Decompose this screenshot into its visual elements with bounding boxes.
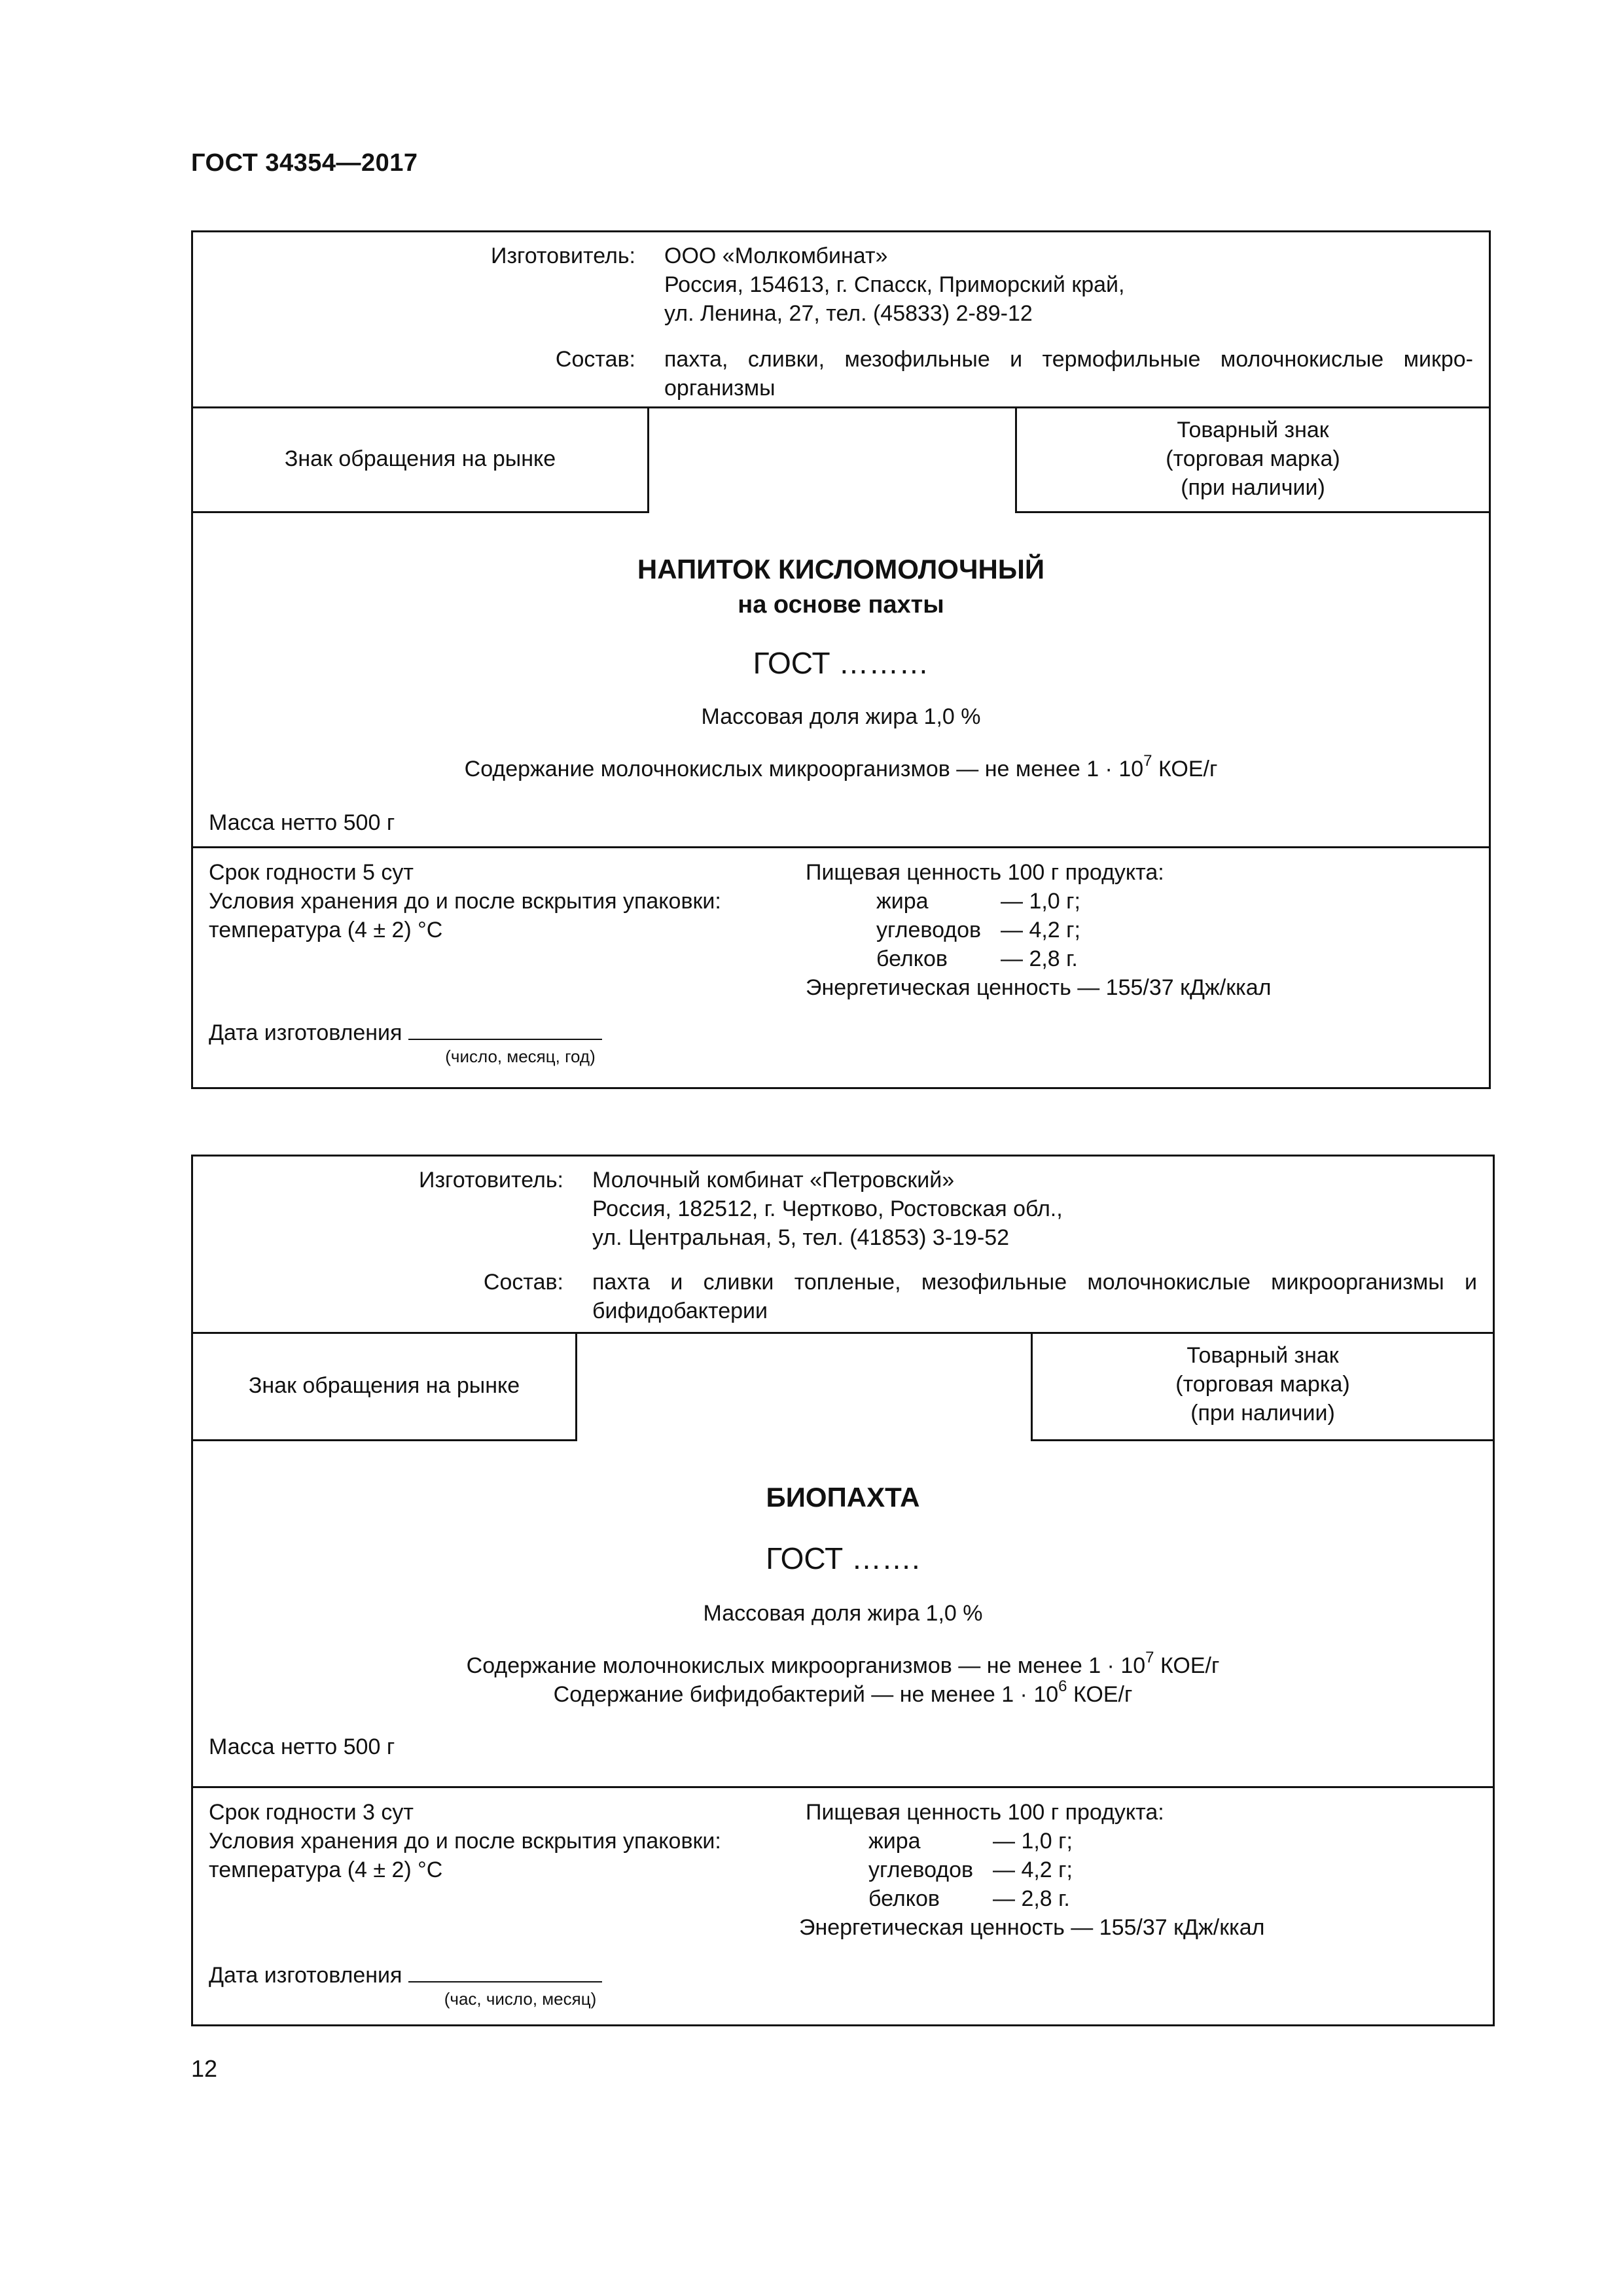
production-date-field bbox=[408, 1016, 602, 1040]
market-sign-cell: Знак обращения на рынке bbox=[248, 1373, 520, 1398]
divider bbox=[193, 406, 1489, 408]
storage-info bbox=[209, 858, 811, 944]
energy-value: Энергетическая ценность — 155/37 кДж/ккал bbox=[806, 975, 1272, 1000]
microorganism-content: Содержание молочнокислых микроорганизмов — не менее $1 \cdot 10^7$ КОЕ/г bbox=[466, 1648, 1220, 1678]
trademark-line: Товарный знак bbox=[1177, 418, 1329, 442]
market-sign-cell: Знак обращения на рынке bbox=[284, 446, 556, 471]
composition-label: Состав: bbox=[555, 347, 635, 372]
trademark-line: (торговая марка) bbox=[1166, 446, 1340, 471]
manufacturer-street: ул. Ленина, 27, тел. (45833) 2-89-12 bbox=[664, 301, 1033, 326]
trademark-cell bbox=[1017, 416, 1489, 502]
nutrition-row: углеводов — 4,2 г; bbox=[876, 918, 1081, 942]
net-mass: Масса нетто 500 г bbox=[209, 810, 395, 835]
manufacturer-info bbox=[664, 242, 1463, 328]
trademark-line: Товарный знак bbox=[1186, 1343, 1339, 1368]
divider bbox=[1031, 1439, 1493, 1441]
composition-text: пахта и сливки топленые, мезофильные молочнокислые микроорганизмы и бифидобактерии bbox=[592, 1270, 1477, 1323]
shelf-life: Срок годности 5 сут bbox=[209, 860, 414, 885]
shelf-life: Срок годности 3 сут bbox=[209, 1800, 414, 1825]
nutrition-info bbox=[806, 858, 1473, 1002]
manufacturer-address: Россия, 154613, г. Спасск, Приморский край, bbox=[664, 272, 1125, 297]
divider bbox=[193, 511, 649, 513]
production-date-label: Дата изготовления bbox=[209, 1020, 402, 1045]
document-code: ГОСТ 34354—2017 bbox=[191, 149, 418, 177]
divider bbox=[1015, 511, 1489, 513]
bifidobacteria-content: Содержание бифидобактерий — не менее $1 \cdot 10^6$ КОЕ/г bbox=[553, 1677, 1133, 1707]
production-date bbox=[209, 1959, 602, 1990]
manufacturer-name: ООО «Молкомбинат» bbox=[664, 243, 888, 268]
divider bbox=[193, 1786, 1493, 1788]
nutrition-row: белков — 2,8 г. bbox=[868, 1886, 1070, 1911]
product-title: БИОПАХТА bbox=[766, 1482, 920, 1513]
nutrition-title: Пищевая ценность 100 г продукта: bbox=[806, 1800, 1164, 1825]
nutrition-info bbox=[799, 1798, 1480, 1942]
manufacturer-label: Изготовитель: bbox=[491, 243, 635, 268]
energy-value: Энергетическая ценность — 155/37 кДж/ккал bbox=[799, 1915, 1265, 1940]
nutrition-title: Пищевая ценность 100 г продукта: bbox=[806, 860, 1164, 885]
divider bbox=[193, 1332, 1493, 1334]
nutrition-row: белков — 2,8 г. bbox=[876, 946, 1078, 971]
storage-temperature: температура (4 ± 2) °С bbox=[209, 918, 443, 942]
production-date bbox=[209, 1016, 602, 1047]
gost-reference: ГОСТ ……… bbox=[753, 646, 929, 680]
manufacturer-name: Молочный комбинат «Петровский» bbox=[592, 1168, 955, 1193]
product-title: НАПИТОК КИСЛОМОЛОЧНЫЙ bbox=[637, 554, 1045, 584]
manufacturer-street: ул. Центральная, 5, тел. (41853) 3-19-52 bbox=[592, 1225, 1010, 1250]
manufacturer-info bbox=[592, 1166, 1469, 1252]
microorganism-content: Содержание молочнокислых микроорганизмов — не менее $1 \cdot 10^7$ КОЕ/г bbox=[464, 751, 1218, 781]
divider bbox=[575, 1332, 577, 1439]
production-date-caption: (число, месяц, год) bbox=[445, 1047, 596, 1066]
page-number: 12 bbox=[191, 2055, 218, 2082]
label-example-1 bbox=[191, 230, 1491, 1089]
divider bbox=[647, 406, 649, 511]
trademark-line: (при наличии) bbox=[1181, 475, 1325, 500]
trademark-cell bbox=[1033, 1341, 1493, 1427]
product-subtitle: на основе пахты bbox=[738, 591, 944, 619]
storage-conditions: Условия хранения до и после вскрытия упаковки: bbox=[209, 1829, 721, 1854]
nutrition-row: жира — 1,0 г; bbox=[868, 1829, 1073, 1854]
composition-text: пахта, сливки, мезофильные и термофильные молочнокислые микро-организмы bbox=[664, 347, 1473, 401]
net-mass: Масса нетто 500 г bbox=[209, 1734, 395, 1759]
nutrition-row: углеводов — 4,2 г; bbox=[868, 1857, 1073, 1882]
label-example-2 bbox=[191, 1155, 1495, 2026]
divider bbox=[193, 846, 1489, 848]
nutrition-row: жира — 1,0 г; bbox=[876, 889, 1081, 914]
trademark-line: (торговая марка) bbox=[1175, 1372, 1350, 1397]
storage-conditions: Условия хранения до и после вскрытия упаковки: bbox=[209, 889, 721, 914]
manufacturer-label: Изготовитель: bbox=[419, 1168, 563, 1193]
storage-temperature: температура (4 ± 2) °С bbox=[209, 1857, 443, 1882]
fat-content: Массовая доля жира 1,0 % bbox=[701, 704, 981, 729]
storage-info bbox=[209, 1798, 811, 1884]
manufacturer-address: Россия, 182512, г. Чертково, Ростовская обл., bbox=[592, 1196, 1063, 1221]
fat-content: Массовая доля жира 1,0 % bbox=[703, 1601, 983, 1626]
composition-label: Состав: bbox=[483, 1270, 563, 1295]
production-date-field bbox=[408, 1959, 602, 1982]
production-date-label: Дата изготовления bbox=[209, 1963, 402, 1988]
divider bbox=[193, 1439, 577, 1441]
production-date-caption: (час, число, месяц) bbox=[444, 1989, 597, 2009]
trademark-line: (при наличии) bbox=[1190, 1401, 1335, 1426]
gost-reference: ГОСТ ……. bbox=[766, 1541, 920, 1575]
